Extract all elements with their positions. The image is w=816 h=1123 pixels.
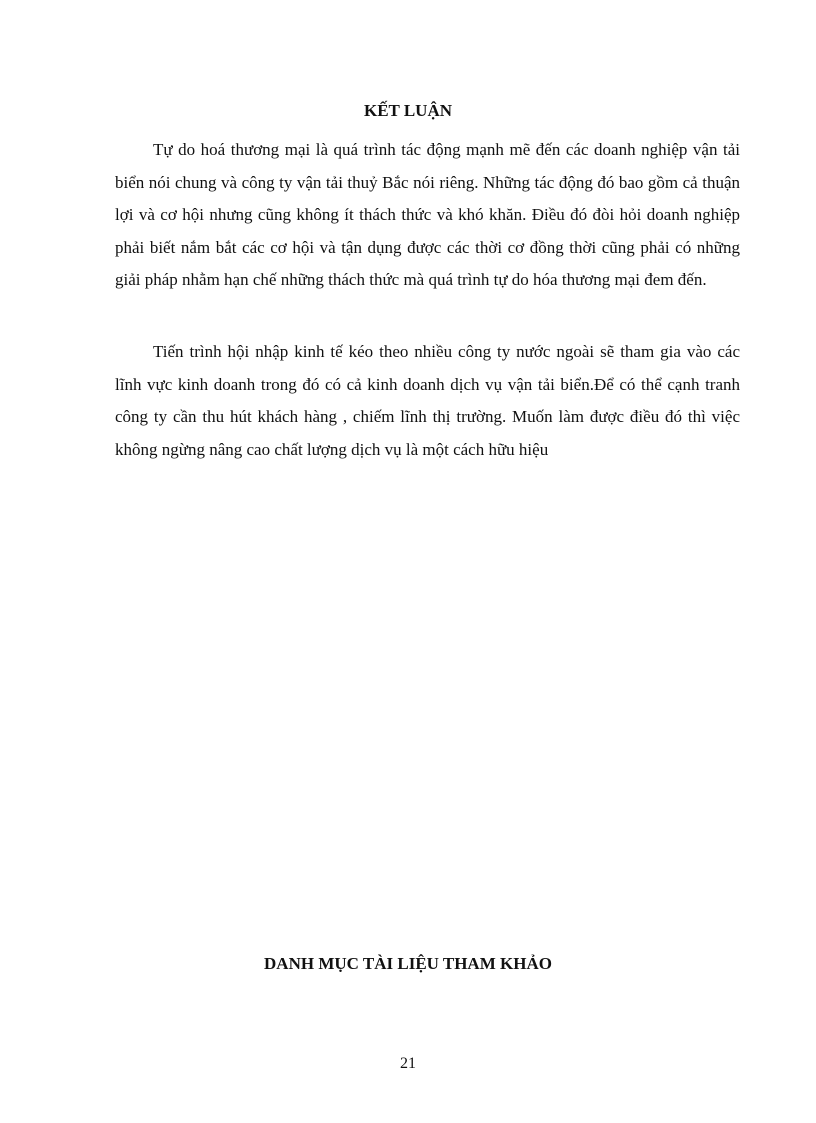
references-heading: DANH MỤC TÀI LIỆU THAM KHẢO	[264, 954, 552, 973]
conclusion-heading: KẾT LUẬN	[363, 101, 452, 120]
conclusion-paragraph-2: Tiến trình hội nhập kinh tế kéo theo nhiều công ty nước ngoài sẽ tham gia vào các lĩnh vực kinh doanh trong đó có cả kinh doanh dịch vụ vận tải biển.Để có thể cạnh tranh công ty cần thu hút khách hàng , chiếm lĩnh thị trường. Muốn làm được điều đó thì việc không ngừng nâng cao chất lượng dịch vụ là một cách hữu hiệu	[115, 342, 740, 459]
page-number: 21	[400, 1055, 416, 1072]
conclusion-paragraph-1: Tự do hoá thương mại là quá trình tác động mạnh mẽ đến các doanh nghiệp vận tải biển nói chung và công ty vận tải thuỷ Bắc nói riêng. Những tác động đó bao gồm cả thuận lợi và cơ hội nhưng cũng không ít thách thức và khó khăn. Điều đó đòi hỏi doanh nghiệp phải biết nắm bắt các cơ hội và tận dụng được các thời cơ đồng thời cũng phải có những giải pháp nhằm hạn chế những thách thức mà quá trình tự do hóa thương mại đem đến.	[115, 140, 740, 290]
